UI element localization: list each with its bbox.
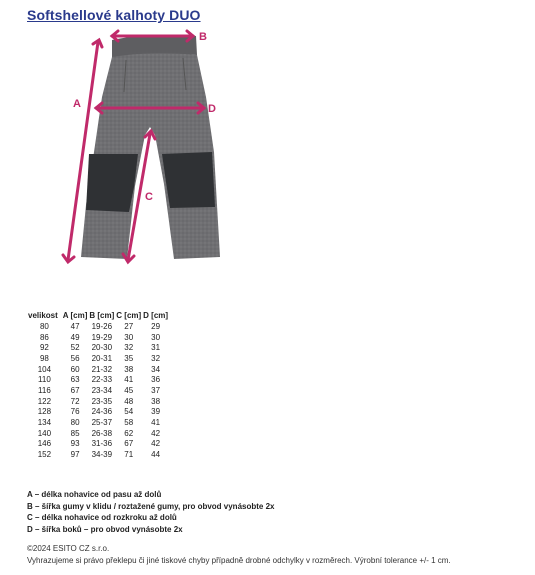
header-c: C [cm] (116, 311, 142, 320)
table-cell: 25-37 (91, 418, 113, 428)
table-cell: 92 (39, 343, 49, 353)
table-cell: 24-36 (91, 407, 113, 417)
pants-illustration (0, 22, 260, 277)
pants-measurement-diagram (0, 22, 260, 277)
table-cell: 42 (151, 439, 161, 449)
table-cell: 80 (39, 321, 49, 331)
table-cell: 26-38 (91, 428, 113, 438)
table-cell: 128 (37, 407, 52, 417)
table-cell: 85 (70, 428, 80, 438)
table-row (27, 396, 169, 407)
table-cell: 23-35 (91, 396, 113, 406)
table-cell: 19-29 (91, 332, 113, 342)
footer (27, 543, 451, 566)
table-cell: 31 (151, 343, 161, 353)
legend-c: C – délka nohavice od rozkroku až dolů (27, 513, 177, 522)
table-cell: 97 (70, 450, 80, 460)
table-cell: 152 (37, 450, 52, 460)
table-cell: 134 (37, 418, 52, 428)
header-size: velikost (28, 311, 58, 320)
table-cell: 54 (124, 407, 134, 417)
table-row (27, 439, 169, 450)
header-a: A [cm] (62, 311, 88, 320)
table-row (27, 332, 169, 343)
header-b: B [cm] (89, 311, 115, 320)
table-cell: 146 (37, 439, 52, 449)
table-cell: 23-34 (91, 385, 113, 395)
table-row (27, 407, 169, 418)
legend-d: D – šířka boků – pro obvod vynásobte 2x (27, 524, 183, 534)
table-cell: 32 (124, 343, 134, 353)
table-cell: 52 (70, 343, 80, 353)
table-cell: 67 (124, 439, 134, 449)
table-cell: 67 (70, 385, 80, 395)
table-row (27, 417, 169, 428)
table-cell: 110 (38, 375, 51, 385)
table-cell: 72 (70, 396, 80, 406)
table-cell: 71 (124, 450, 134, 460)
table-cell: 31-36 (91, 439, 113, 449)
label-b: B (199, 31, 207, 43)
label-c: C (145, 191, 153, 203)
page-title: Softshellové kalhoty DUO (27, 7, 201, 23)
table-cell: 37 (151, 385, 161, 395)
table-cell: 41 (124, 375, 134, 385)
table-cell: 21-32 (91, 364, 113, 374)
table-cell: 140 (37, 428, 52, 438)
table-cell: 63 (70, 375, 80, 385)
header-d: D [cm] (143, 311, 169, 320)
table-row (27, 353, 169, 364)
label-a: A (73, 98, 81, 110)
table-cell: 39 (151, 407, 161, 417)
table-cell: 38 (124, 364, 134, 374)
table-cell: 27 (124, 321, 134, 331)
table-cell: 34-39 (91, 450, 113, 460)
table-cell: 30 (151, 332, 161, 342)
table-cell: 22-33 (91, 375, 113, 385)
table-cell: 93 (70, 439, 80, 449)
table-cell: 80 (70, 418, 80, 428)
table-row (27, 428, 169, 439)
table-row (27, 385, 169, 396)
table-cell: 35 (124, 353, 134, 363)
size-table (27, 310, 169, 460)
table-cell: 20-31 (91, 353, 113, 363)
table-cell: 58 (124, 418, 134, 428)
measurement-legend (27, 489, 274, 535)
disclaimer-text: Vyhrazujeme si právo překlepu či jiné tiskové chyby případně drobné odchylky v rozměrech. Výrobní tolerance +/- 1 cm. (27, 555, 451, 565)
table-cell: 86 (39, 332, 49, 342)
table-cell: 104 (37, 364, 52, 374)
label-d: D (208, 103, 216, 115)
table-cell: 56 (70, 353, 80, 363)
table-row (27, 374, 169, 385)
table-cell: 20-30 (91, 343, 113, 353)
legend-a: A – délka nohavice od pasu až dolů (27, 490, 162, 499)
table-cell: 32 (151, 353, 161, 363)
table-cell: 41 (151, 418, 161, 428)
table-cell: 29 (151, 321, 161, 331)
table-cell: 36 (151, 375, 161, 385)
table-cell: 44 (151, 450, 161, 460)
table-row (27, 449, 169, 460)
table-cell: 38 (151, 396, 161, 406)
table-cell: 42 (151, 428, 161, 438)
size-table-body (27, 321, 169, 460)
size-table-header (27, 310, 169, 321)
knee-patch-right (162, 152, 215, 208)
table-row (27, 321, 169, 332)
table-cell: 45 (124, 385, 134, 395)
table-cell: 98 (39, 353, 49, 363)
knee-patch-left (86, 154, 138, 212)
table-cell: 76 (70, 407, 80, 417)
table-cell: 116 (38, 385, 51, 395)
copyright-text: ©2024 ESITO CZ s.r.o. (27, 544, 110, 553)
table-cell: 49 (70, 332, 80, 342)
table-cell: 34 (151, 364, 161, 374)
table-cell: 62 (124, 428, 134, 438)
table-cell: 60 (70, 364, 80, 374)
table-cell: 19-26 (91, 321, 113, 331)
table-cell: 48 (124, 396, 134, 406)
table-cell: 122 (37, 396, 52, 406)
legend-b: B – šířka gumy v klidu / roztažené gumy, pro obvod vynásobte 2x (27, 501, 275, 511)
table-row (27, 342, 169, 353)
table-cell: 30 (124, 332, 134, 342)
table-cell: 47 (70, 321, 80, 331)
table-row (27, 364, 169, 375)
